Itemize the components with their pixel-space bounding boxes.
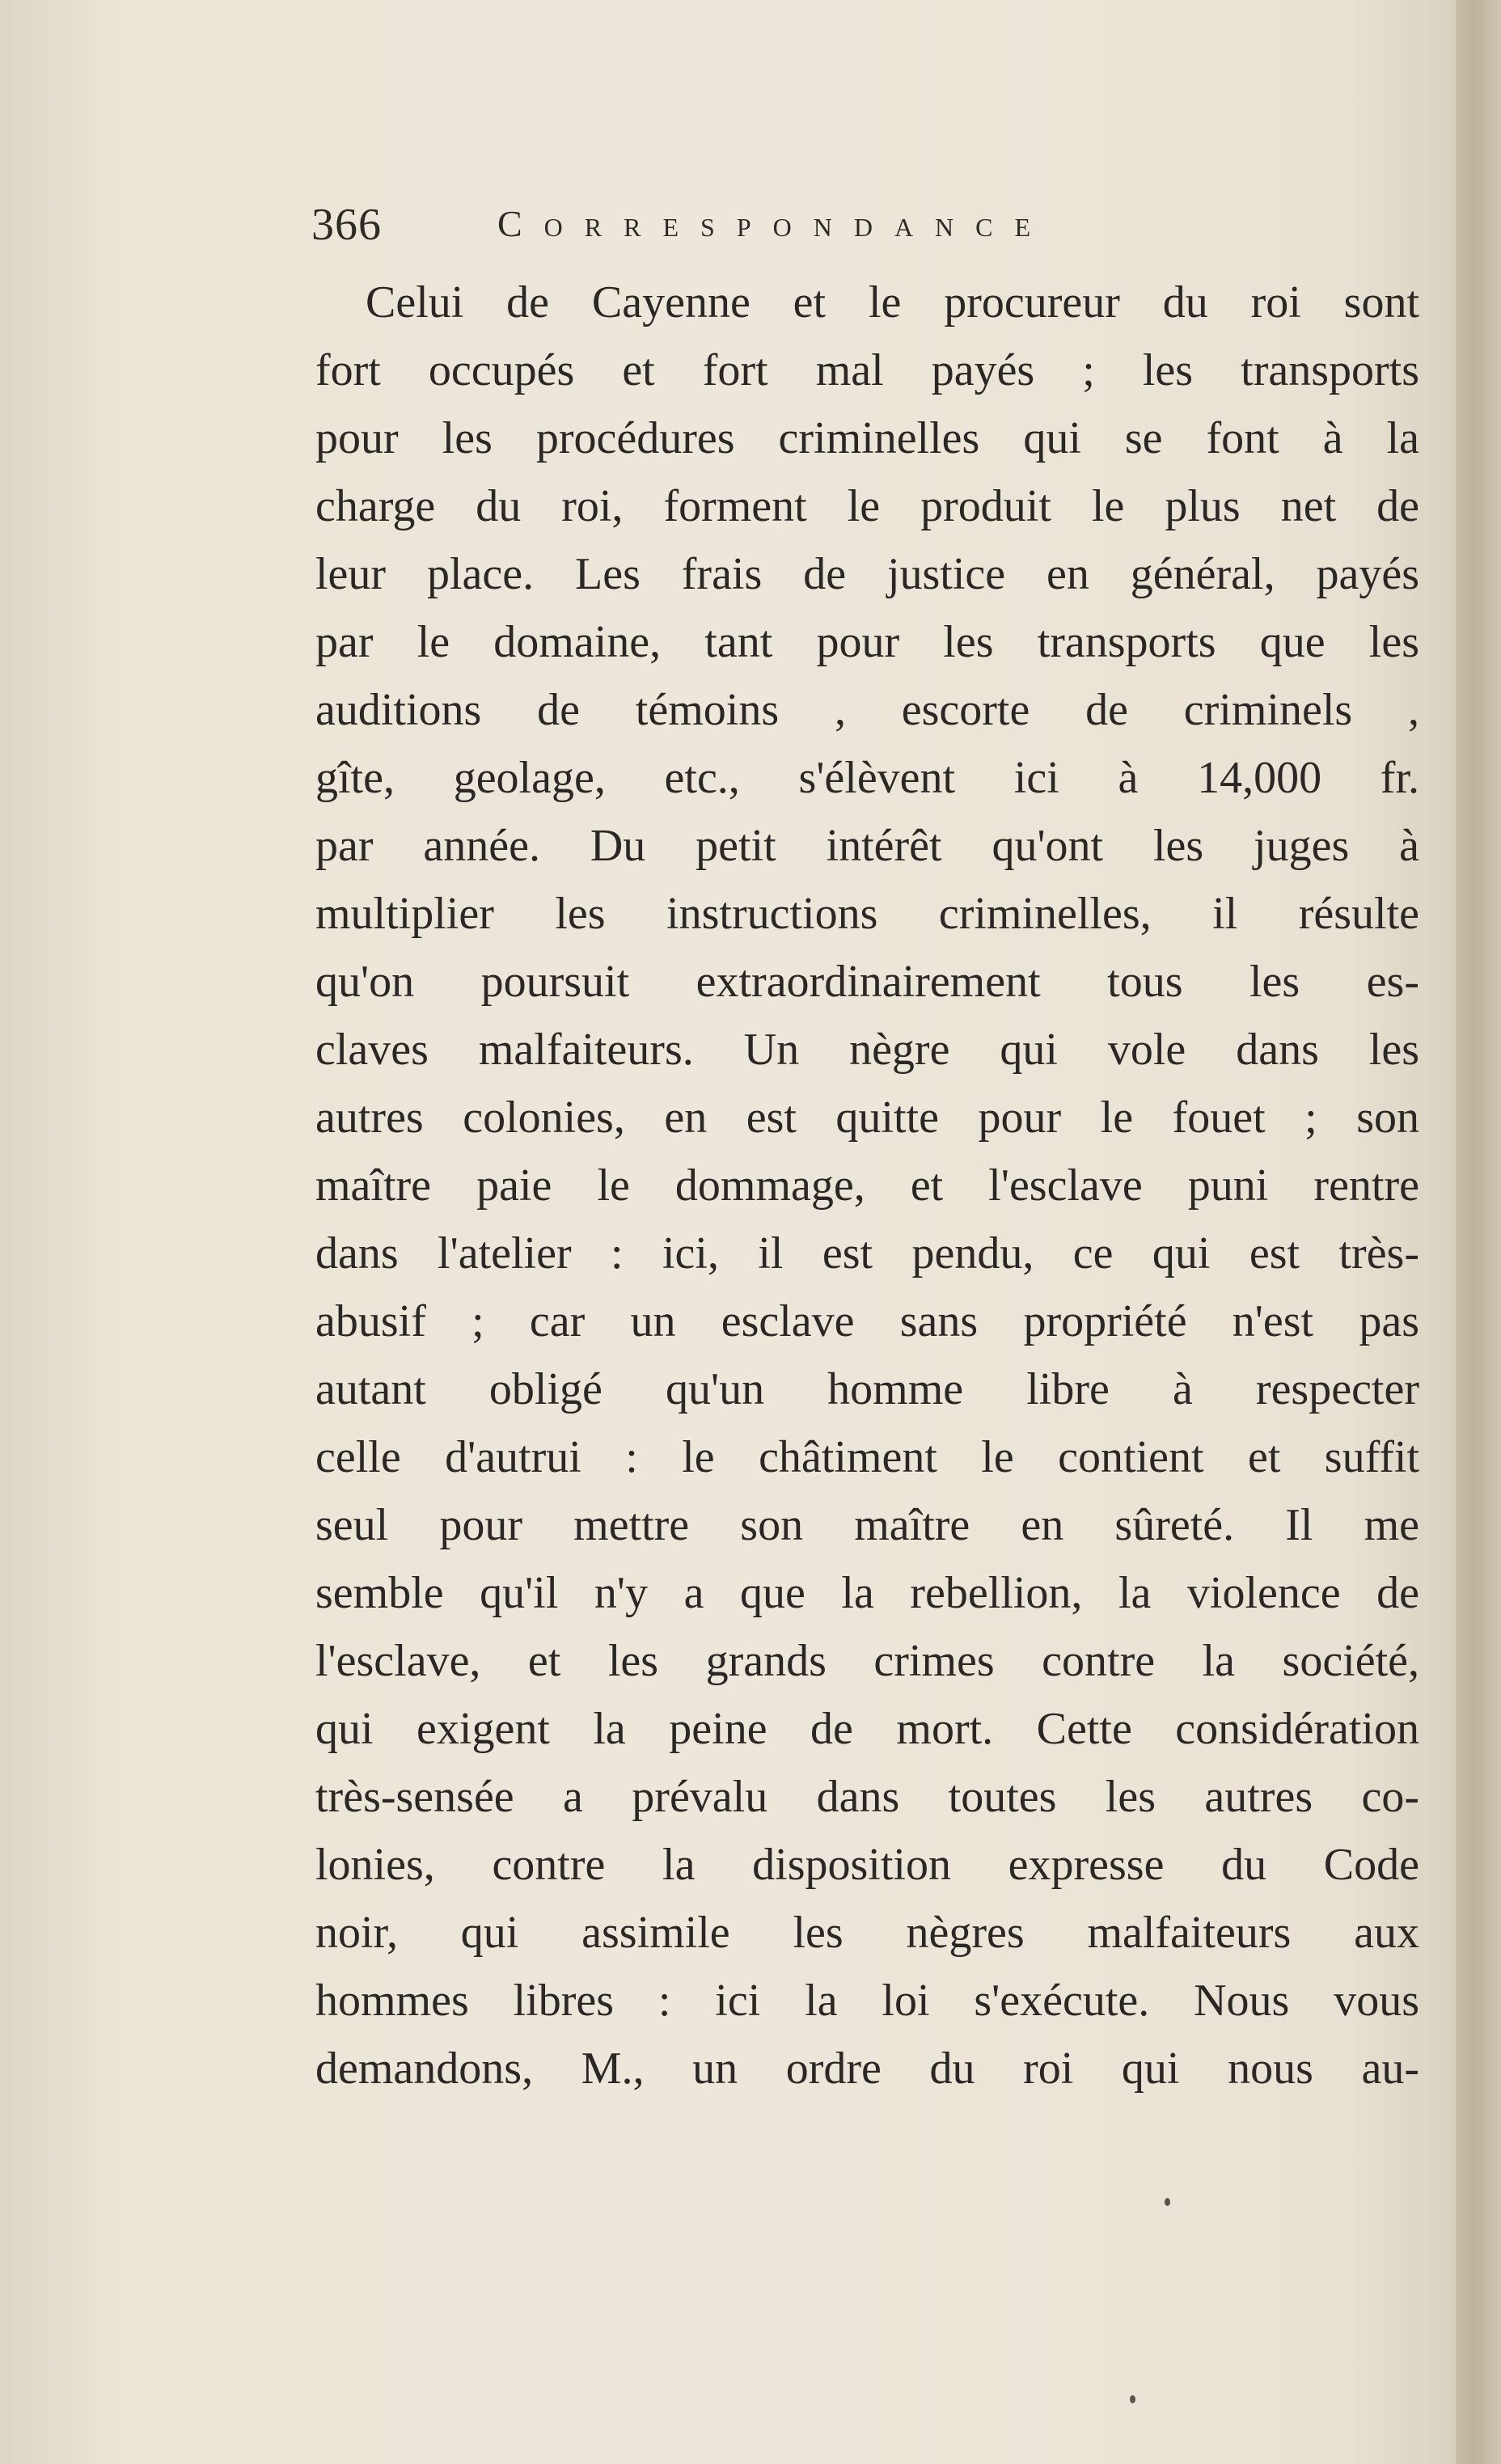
- text-line: très-sensée a prévalu dans toutes les autres co-: [315, 1772, 1419, 1822]
- text-line: par année. Du petit intérêt qu'ont les juges à: [315, 821, 1419, 871]
- body-text: [315, 268, 1419, 2103]
- text-line: auditions de témoins , escorte de criminels ,: [315, 685, 1419, 735]
- text-line: leur place. Les frais de justice en général, payés: [315, 549, 1419, 599]
- text-line: abusif ; car un esclave sans propriété n'est pas: [315, 1296, 1419, 1346]
- page-edge: [1456, 0, 1501, 2464]
- text-line: pour les procédures criminelles qui se font à la: [315, 413, 1419, 463]
- text-line: noir, qui assimile les nègres malfaiteurs aux: [315, 1908, 1419, 1958]
- text-line: Celui de Cayenne et le procureur du roi sont: [366, 277, 1419, 328]
- text-line: celle d'autrui : le châtiment le contient et suffit: [315, 1432, 1419, 1482]
- text-line: lonies, contre la disposition expresse du Code: [315, 1840, 1419, 1890]
- page-number: 366: [311, 200, 382, 250]
- page-header: [311, 194, 1427, 259]
- text-line: autres colonies, en est quitte pour le fouet ; son: [315, 1093, 1419, 1143]
- text-line: qui exigent la peine de mort. Cette considération: [315, 1704, 1419, 1754]
- text-line: claves malfaiteurs. Un nègre qui vole dans les: [315, 1025, 1419, 1075]
- text-line: seul pour mettre son maître en sûreté. Il me: [315, 1500, 1419, 1550]
- text-line: fort occupés et fort mal payés ; les transports: [315, 345, 1419, 395]
- running-title: Correspondance: [497, 203, 1053, 244]
- text-line: semble qu'il n'y a que la rebellion, la violence de: [315, 1568, 1419, 1618]
- text-line: multiplier les instructions criminelles, il résulte: [315, 889, 1419, 939]
- ink-speck: [1165, 2198, 1170, 2206]
- text-line: hommes libres : ici la loi s'exécute. Nous vous: [315, 1976, 1419, 2026]
- text-line: l'esclave, et les grands crimes contre la société,: [315, 1636, 1419, 1686]
- ink-speck: [1130, 2395, 1135, 2403]
- text-line: dans l'atelier : ici, il est pendu, ce qui est très-: [315, 1228, 1419, 1278]
- text-line: par le domaine, tant pour les transports que les: [315, 617, 1419, 667]
- text-line: charge du roi, forment le produit le plus net de: [315, 481, 1419, 531]
- text-line: qu'on poursuit extraordinairement tous les es-: [315, 957, 1419, 1007]
- text-line: gîte, geolage, etc., s'élèvent ici à 14,000 fr.: [315, 753, 1419, 803]
- text-line: demandons, M., un ordre du roi qui nous au-: [315, 2043, 1419, 2094]
- text-line: maître paie le dommage, et l'esclave puni rentre: [315, 1160, 1419, 1211]
- text-line: autant obligé qu'un homme libre à respecter: [315, 1364, 1419, 1414]
